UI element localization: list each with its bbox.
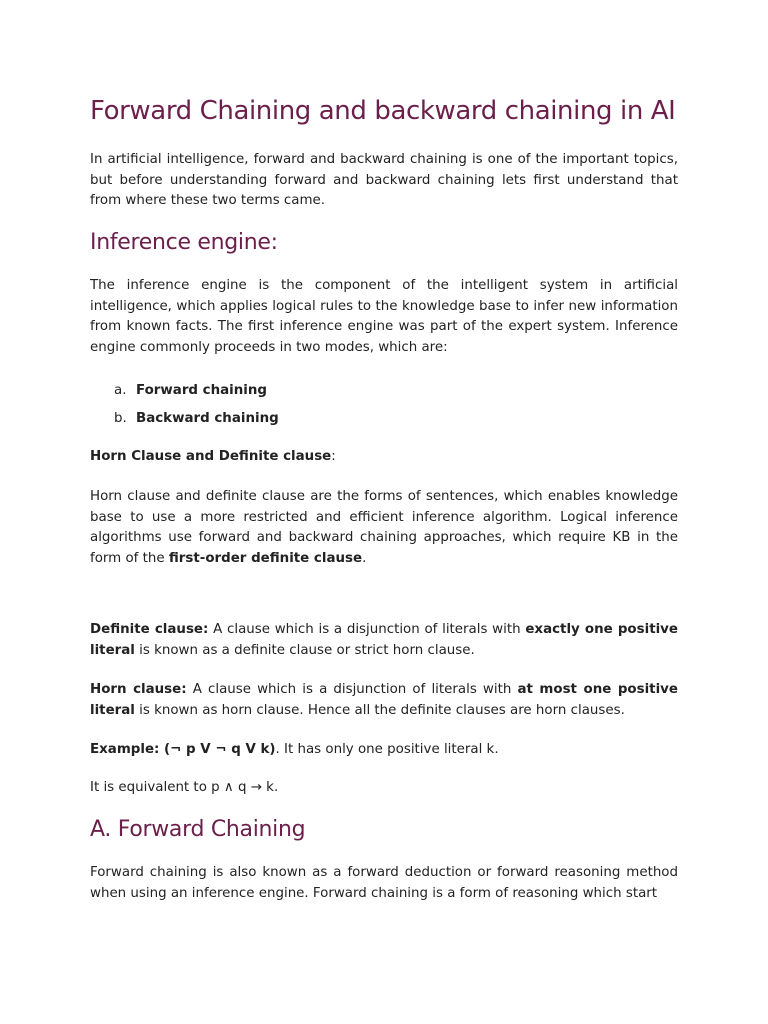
horn-text-bold: first-order definite clause [168, 550, 363, 566]
list-item-forward-chaining [114, 381, 267, 401]
intro-paragraph: In artificial intelligence, forward and backward chaining is one of the important topics, but before understanding forward and backward chaining lets first understand that from where these two terms came. [90, 152, 678, 208]
inference-engine-heading: Inference engine: [90, 230, 278, 255]
definite-clause-paragraph [90, 620, 678, 661]
horn-text-main: Horn clause and definite clause are the forms of sentences, which enables knowledge base to use a more restricted and efficient inference algorithm. Logical inference algorithms use forward and backward chaining approaches, which require KB in the form of the [90, 489, 678, 566]
list-marker: a. [114, 383, 127, 398]
horn-clause-bold: at most one positive literal [90, 682, 678, 718]
horn-clause-paragraph [90, 487, 678, 569]
example-rest: . It has only one positive literal k. [275, 742, 499, 757]
definite-clause-term: Definite clause: [90, 622, 209, 637]
equivalent-line: It is equivalent to p ∧ q → k. [90, 780, 279, 795]
list-marker: b. [114, 411, 127, 426]
definite-clause-end: is known as a definite clause or strict horn clause. [134, 642, 475, 658]
page-title: Forward Chaining and backward chaining in AI [90, 96, 676, 126]
horn-clause-text: A clause which is a disjunction of literals with [186, 682, 518, 697]
list-item-label: Forward chaining [136, 383, 268, 398]
list-item-label: Backward chaining [136, 411, 279, 426]
horn-clause-term: Horn clause: [90, 682, 187, 697]
definite-clause-text: A clause which is a disjunction of literals with [208, 622, 526, 637]
example-term: Example: [90, 742, 160, 757]
horn-clause-definition [90, 680, 678, 721]
horn-definite-subheading-bold: Horn Clause and Definite clause [90, 449, 332, 464]
horn-text-end: . [362, 550, 367, 566]
horn-definite-subheading-colon: : [331, 449, 336, 464]
example-expression: (¬ p V ¬ q V k) [159, 742, 276, 757]
horn-clause-end: is known as horn clause. Hence all the definite clauses are horn clauses. [134, 702, 625, 718]
forward-chaining-paragraph: Forward chaining is also known as a forward deduction or forward reasoning method when using an inference engine. Forward chaining is a form of reasoning which start [90, 865, 678, 901]
horn-definite-subheading [90, 447, 678, 468]
example-line [90, 740, 678, 761]
definite-clause-bold: exactly one positive literal [90, 622, 678, 658]
inference-engine-paragraph: The inference engine is the component of the intelligent system in artificial intelligence, which applies logical rules to the knowledge base to infer new information from known facts. The first inference engine was part of the expert system. Inference engine commonly proceeds in two modes, which are: [90, 278, 678, 355]
list-item-backward-chaining [114, 409, 279, 429]
forward-chaining-heading: A. Forward Chaining [90, 817, 306, 842]
